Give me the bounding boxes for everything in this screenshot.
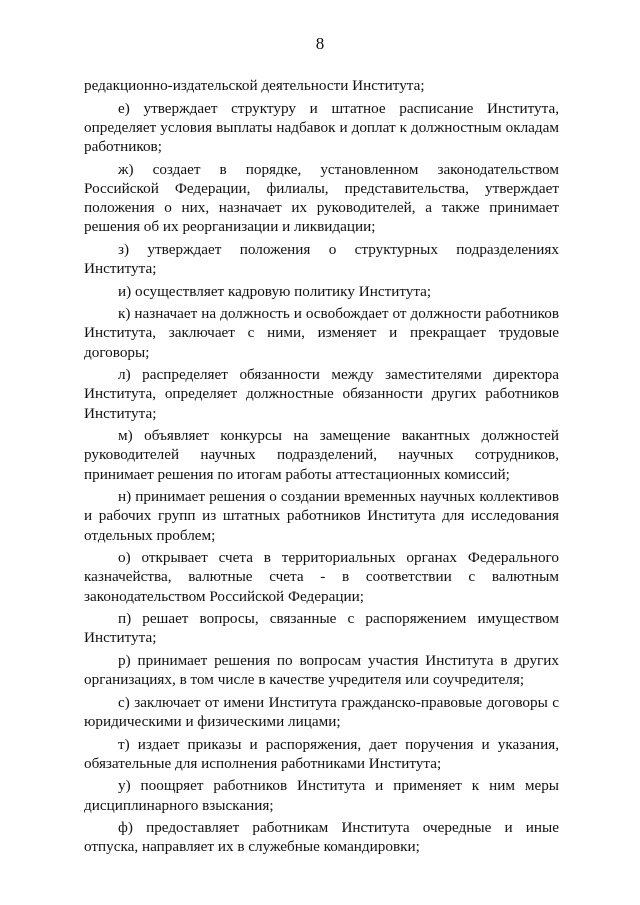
paragraph-item-t: т) издает приказы и распоряжения, дает поручения и указания, обязательные для исполнения работниками Института; — [84, 735, 559, 772]
paragraph-continuation: редакционно-издательской деятельности Института; — [84, 77, 425, 94]
document-body — [84, 76, 559, 860]
paragraph-item-o: о) открывает счета в территориальных органах Федерального казначейства, валютные счета - в соответствии с валютным законодательством Российской Федерации; — [84, 549, 559, 605]
paragraph-item-zh: ж) создает в порядке, установленном законодательством Российской Федерации, филиалы, представительства, утверждает положения о них, назначает их руководителей, а также принимает решения об их реорганизации и ликвидации; — [84, 160, 559, 236]
paragraph-item-u: у) поощряет работников Института и применяет к ним меры дисциплинарного взыскания; — [84, 777, 559, 814]
paragraph-item-e: е) утверждает структуру и штатное расписание Института, определяет условия выплаты надбавок и доплат к должностным окладам работников; — [84, 99, 559, 155]
paragraph-item-z: з) утверждает положения о структурных подразделениях Института; — [84, 240, 559, 277]
paragraph-item-f: ф) предоставляет работникам Института очередные и иные отпуска, направляет их в служебные командировки; — [84, 819, 559, 856]
paragraph-item-r: р) принимает решения по вопросам участия Института в других организациях, в том числе в качестве учредителя или соучредителя; — [84, 651, 559, 689]
paragraph-item-l: л) распределяет обязанности между заместителями директора Института, определяет должностные обязанности других работников Института; — [84, 366, 559, 422]
paragraph-item-s: с) заключает от имени Института гражданско-правовые договоры с юридическими и физическими лицами; — [84, 693, 559, 730]
paragraph-item-i: и) осуществляет кадровую политику Института; — [118, 282, 432, 300]
paragraph-item-k: к) назначает на должность и освобождает от должности работников Института, заключает с ними, изменяет и прекращает трудовые договоры; — [84, 305, 559, 361]
paragraph-item-n: н) принимает решения о создании временных научных коллективов и рабочих групп из штатных работников Института для исследования отдельных проблем; — [84, 488, 559, 544]
paragraph-item-m: м) объявляет конкурсы на замещение вакантных должностей руководителей научных подразделений, научных сотрудников, принимает решения по итогам работы аттестационных комиссий; — [84, 427, 559, 483]
paragraph-item-p: п) решает вопросы, связанные с распоряжением имуществом Института; — [84, 610, 559, 647]
page-number: 8 — [315, 34, 325, 53]
